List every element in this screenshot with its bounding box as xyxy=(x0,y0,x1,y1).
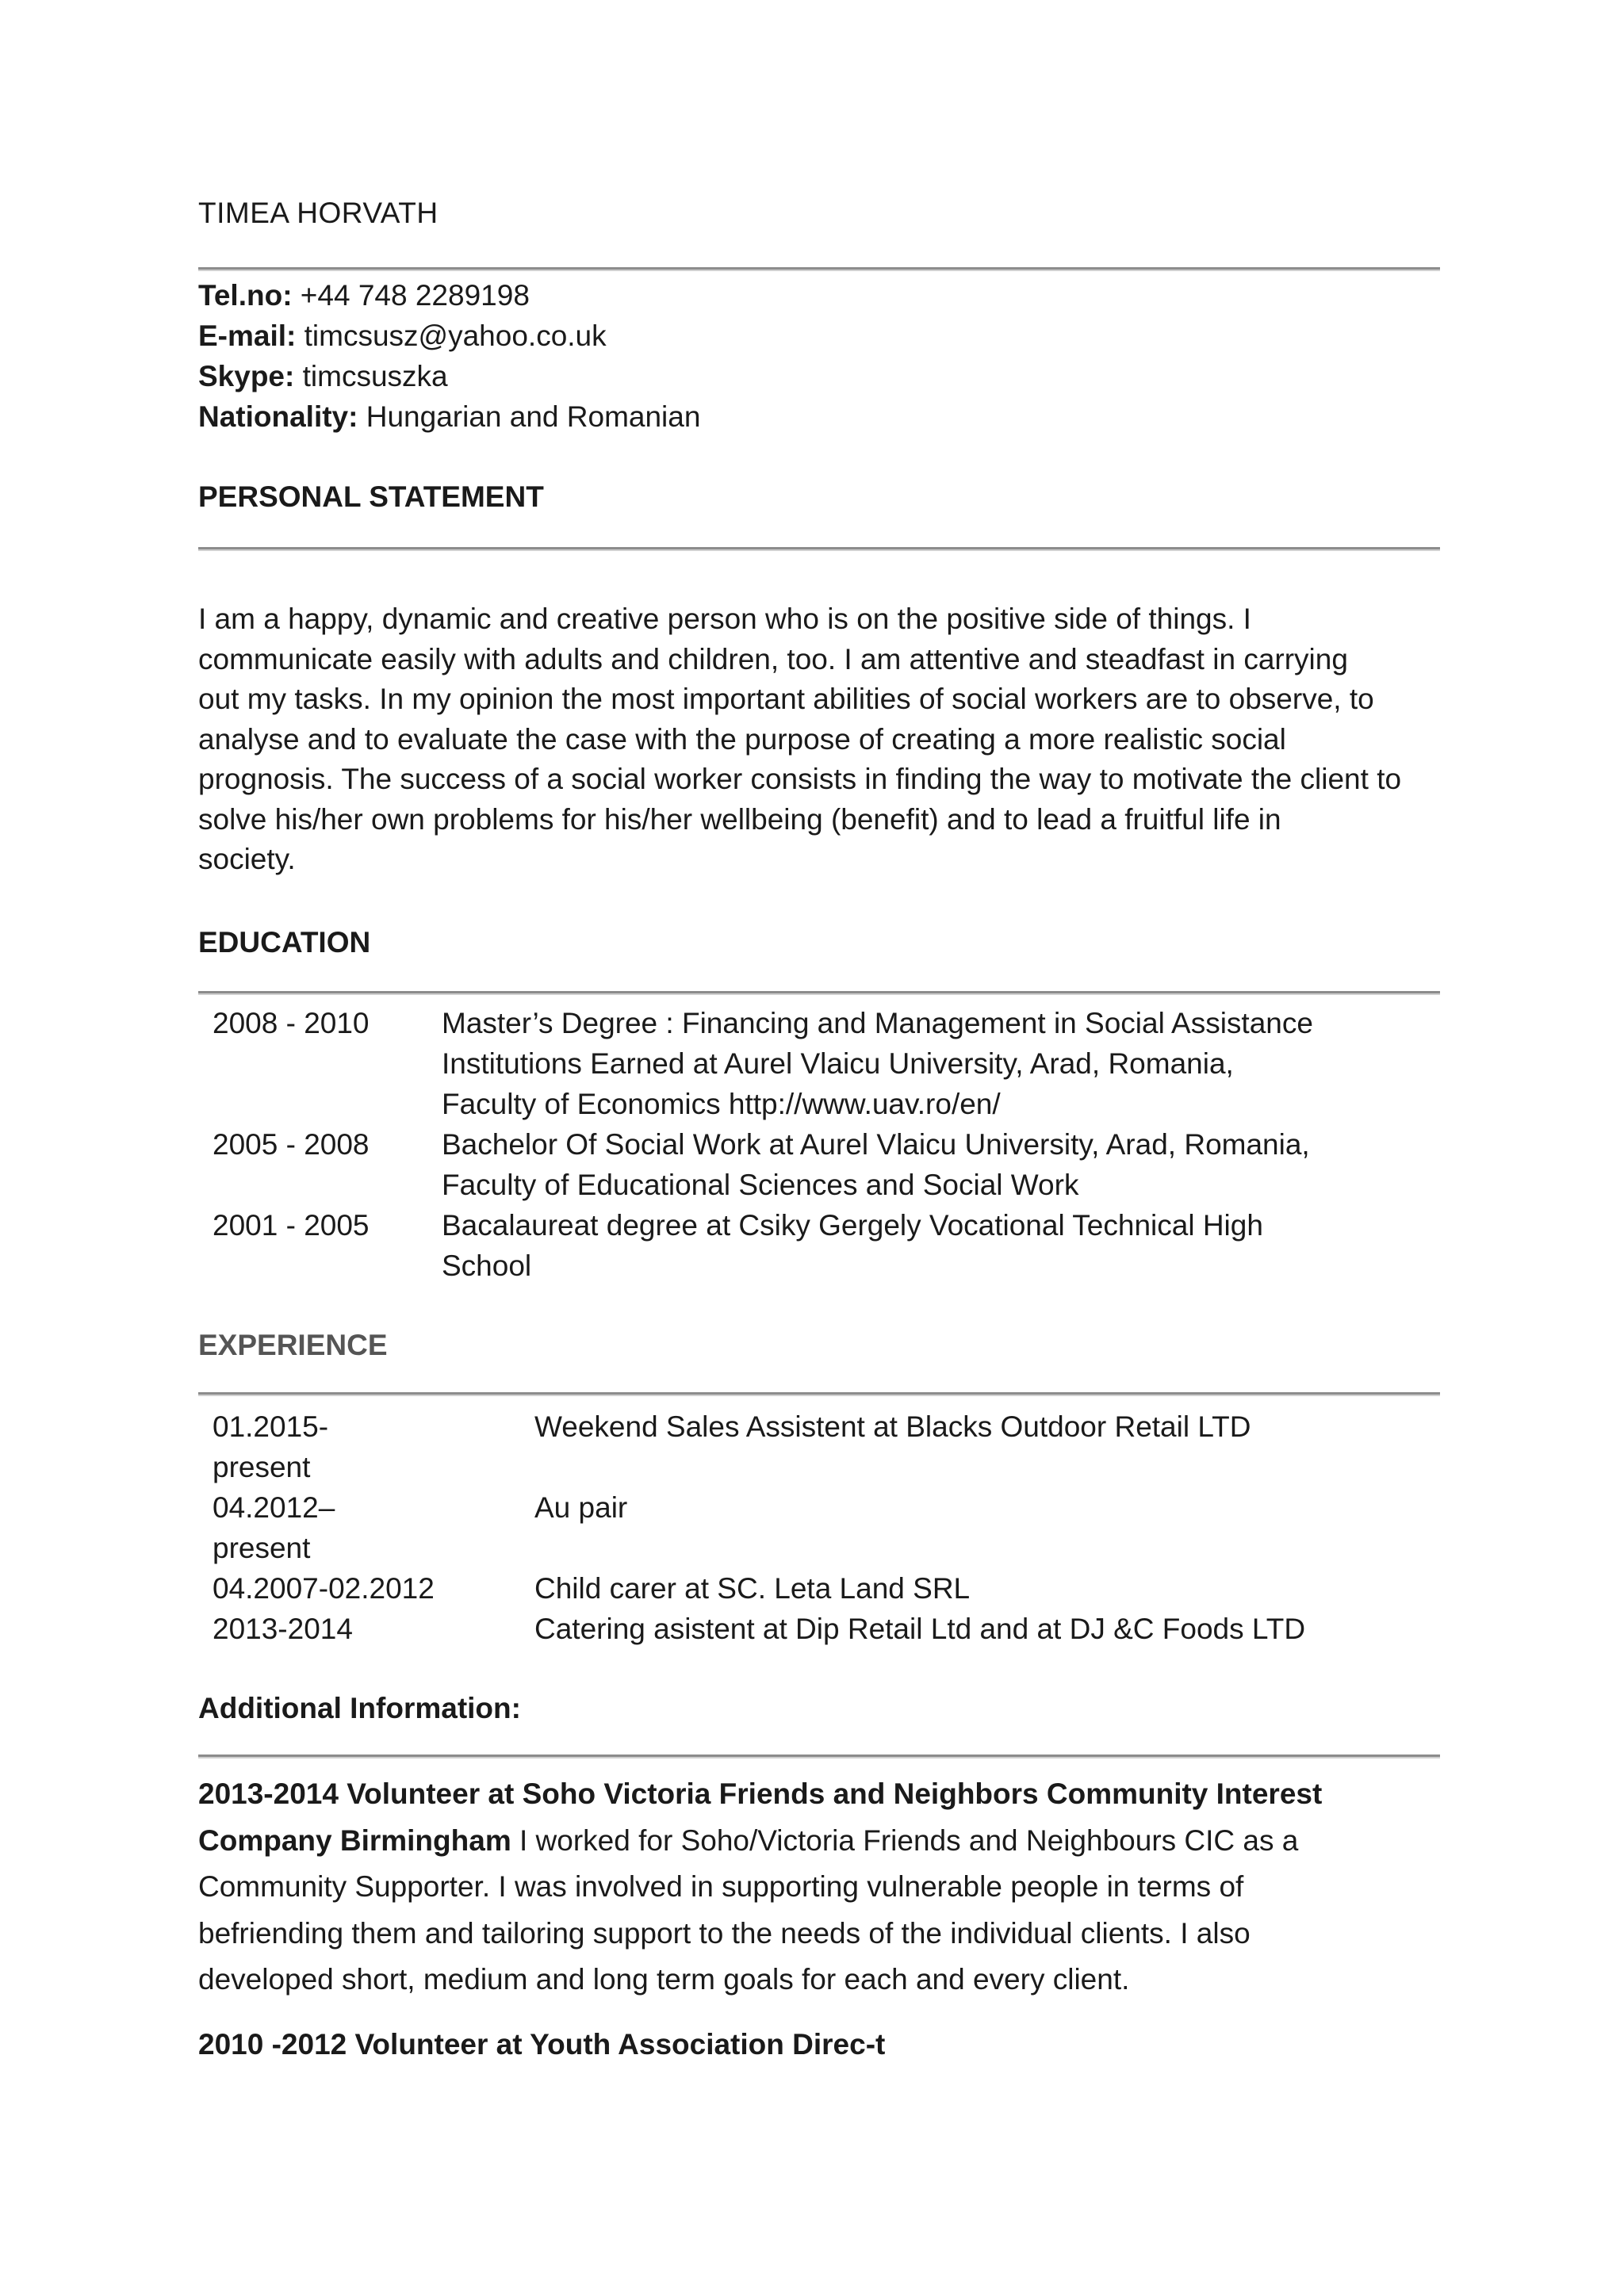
experience-entry: Child carer at SC. Leta Land SRL xyxy=(534,1572,971,1605)
skype-value: timcsuszka xyxy=(294,360,448,392)
education-line: Bacalaureat degree at Csiky Gergely Vocational Technical High xyxy=(442,1209,1263,1242)
additional-info-text xyxy=(198,1771,1451,2003)
statement-line: I am a happy, dynamic and creative person who is on the positive side of things. I xyxy=(198,603,1251,635)
education-dates: 2001 - 2005 xyxy=(213,1209,370,1242)
divider xyxy=(198,547,1440,549)
volunteer-entry-title: 2013-2014 Volunteer at Soho Victoria Friends and Neighbors Community Interest xyxy=(198,1777,1323,1810)
personal-statement-heading: PERSONAL STATEMENT xyxy=(198,480,544,513)
divider xyxy=(198,1755,1440,1757)
experience-date-line: 04.2012– xyxy=(213,1491,335,1524)
divider xyxy=(198,267,1440,270)
volunteer-entry-line: befriending them and tailoring support to the needs of the individual clients. I also xyxy=(198,1916,1251,1950)
education-line: Bachelor Of Social Work at Aurel Vlaicu University, Arad, Romania, xyxy=(442,1128,1310,1161)
education-line: Institutions Earned at Aurel Vlaicu University, Arad, Romania, xyxy=(442,1047,1234,1080)
experience-date-line: present xyxy=(213,1451,311,1483)
experience-dates: 2013-2014 xyxy=(213,1613,353,1645)
statement-line: analyse and to evaluate the case with the purpose of creating a more realistic social xyxy=(198,722,1286,756)
volunteer-entry-line: Community Supporter. I was involved in supporting vulnerable people in terms of xyxy=(198,1870,1244,1903)
education-line: Faculty of Educational Sciences and Social Work xyxy=(442,1169,1079,1201)
contact-skype xyxy=(198,360,448,393)
tel-label: Tel.no: xyxy=(198,279,293,312)
volunteer-entry-line xyxy=(198,1818,1451,1865)
contact-nationality xyxy=(198,400,700,434)
volunteer-entry-org: Company Birmingham xyxy=(198,1823,511,1857)
volunteer-entry-line: developed short, medium and long term goals for each and every client. xyxy=(198,1963,1130,1996)
experience-entry: Weekend Sales Assistent at Blacks Outdoor Retail LTD xyxy=(534,1410,1251,1443)
contact-email xyxy=(198,320,607,353)
email-label: E-mail: xyxy=(198,320,297,352)
experience-dates xyxy=(213,1406,328,1487)
education-heading: EDUCATION xyxy=(198,926,371,959)
contact-tel xyxy=(198,279,530,312)
statement-line: society. xyxy=(198,843,296,875)
experience-entry: Au pair xyxy=(534,1491,628,1524)
statement-line: prognosis. The success of a social worker consists in finding the way to motivate the client to xyxy=(198,763,1402,795)
statement-line: out my tasks. In my opinion the most important abilities of social workers are to observe, to xyxy=(198,683,1374,715)
volunteer-entry-2-title: 2010 -2012 Volunteer at Youth Association Direc-t xyxy=(198,2028,886,2061)
education-line: Master’s Degree : Financing and Management in Social Assistance xyxy=(442,1007,1313,1039)
education-entry xyxy=(442,1124,1310,1205)
education-dates: 2005 - 2008 xyxy=(213,1128,370,1161)
personal-statement-text xyxy=(198,599,1451,880)
education-line: Faculty of Economics http://www.uav.ro/en/ xyxy=(442,1088,1001,1120)
experience-dates xyxy=(213,1487,335,1568)
experience-entry: Catering asistent at Dip Retail Ltd and at DJ &C Foods LTD xyxy=(534,1613,1306,1645)
statement-line: solve his/her own problems for his/her wellbeing (benefit) and to lead a fruitful life in xyxy=(198,802,1281,836)
statement-line: communicate easily with adults and children, too. I am attentive and steadfast in carrying xyxy=(198,642,1348,675)
experience-date-line: present xyxy=(213,1532,311,1564)
education-dates: 2008 - 2010 xyxy=(213,1007,370,1039)
divider xyxy=(198,991,1440,993)
experience-heading: EXPERIENCE xyxy=(198,1329,388,1361)
education-entry xyxy=(442,1003,1313,1124)
candidate-name: TIMEA HORVATH xyxy=(198,197,439,229)
nationality-value: Hungarian and Romanian xyxy=(358,400,701,433)
experience-date-line: 01.2015- xyxy=(213,1410,329,1443)
nationality-label: Nationality: xyxy=(198,400,358,433)
experience-dates: 04.2007-02.2012 xyxy=(213,1572,435,1605)
tel-value: +44 748 2289198 xyxy=(292,279,530,312)
additional-info-heading: Additional Information: xyxy=(198,1692,521,1724)
email-value: timcsusz@yahoo.co.uk xyxy=(296,320,607,352)
education-entry xyxy=(442,1205,1263,1286)
divider xyxy=(198,1392,1440,1395)
education-line: School xyxy=(442,1249,532,1282)
volunteer-entry-desc: I worked for Soho/Victoria Friends and Neighbours CIC as a xyxy=(511,1823,1299,1857)
skype-label: Skype: xyxy=(198,360,295,392)
